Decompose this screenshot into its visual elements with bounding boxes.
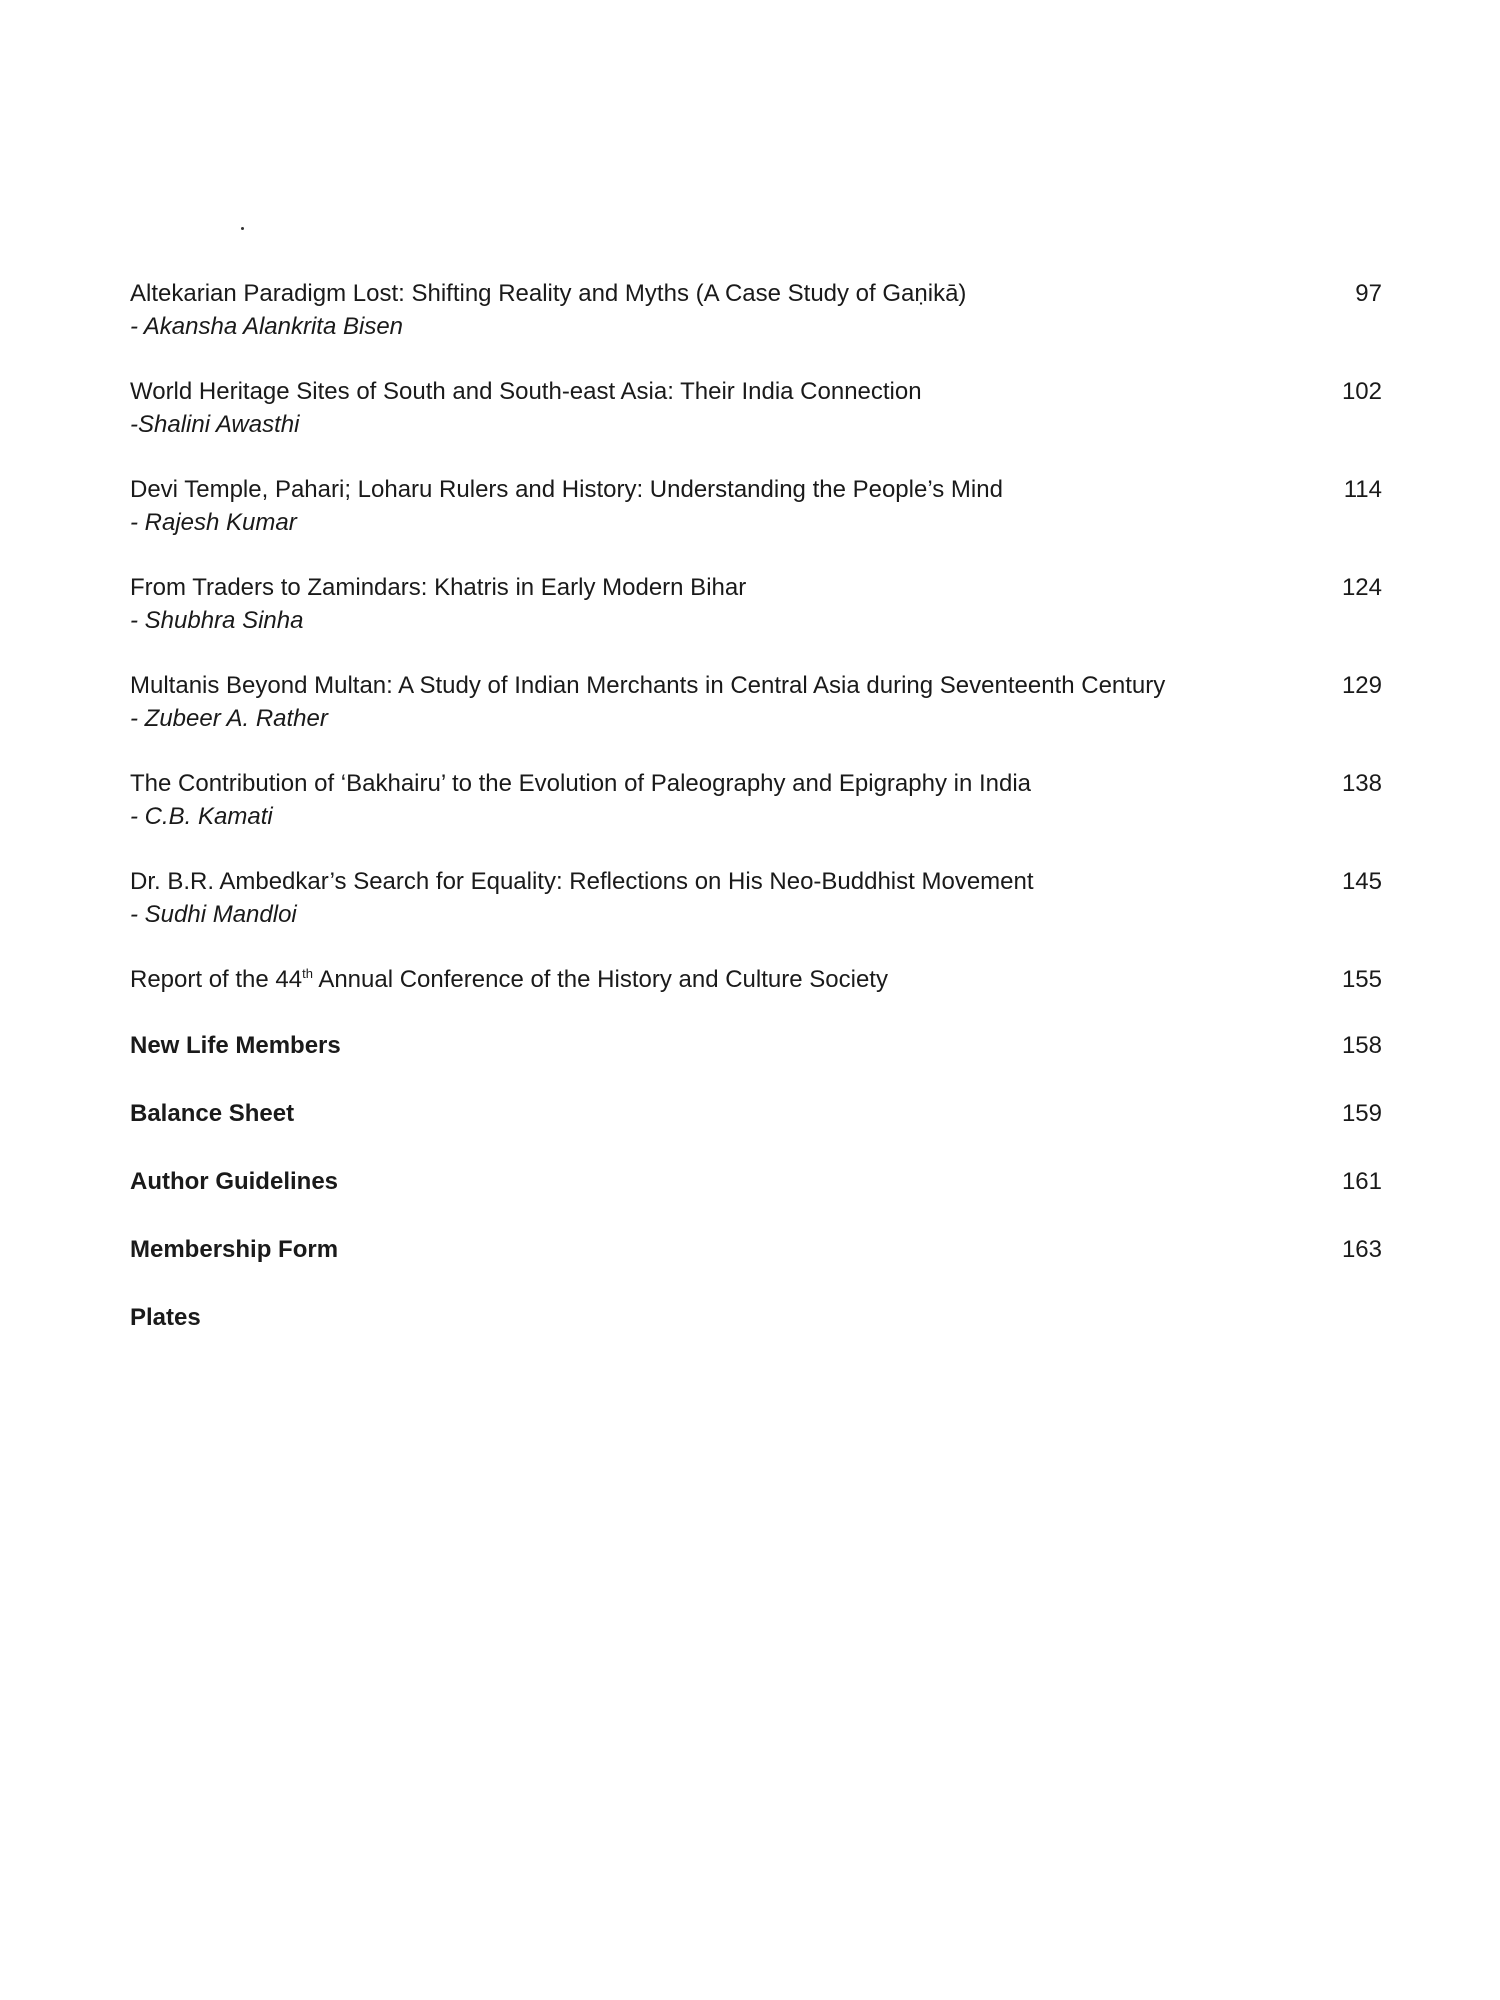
section-title: Membership Form bbox=[130, 1236, 339, 1263]
toc-entry bbox=[130, 866, 1382, 964]
entry-title: The Contribution of ‘Bakhairu’ to the Evolution of Paleography and Epigraphy in India bbox=[130, 770, 1032, 797]
entry-author: - Rajesh Kumar bbox=[130, 509, 297, 536]
entry-page-number: 97 bbox=[1355, 280, 1382, 307]
report-title-suffix: Annual Conference of the History and Culture Society bbox=[312, 966, 888, 993]
section-title: New Life Members bbox=[130, 1032, 341, 1059]
entry-page-number: 124 bbox=[1341, 574, 1382, 601]
entry-page-number: 114 bbox=[1343, 476, 1382, 503]
entry-title: Altekarian Paradigm Lost: Shifting Reality and Myths (A Case Study of Gaṇikā) bbox=[130, 280, 967, 307]
entry-title: Dr. B.R. Ambedkar’s Search for Equality: Reflections on His Neo-Buddhist Movement bbox=[130, 868, 1034, 895]
entry-title: From Traders to Zamindars: Khatris in Early Modern Bihar bbox=[130, 574, 747, 601]
toc-entry bbox=[130, 474, 1382, 572]
entry-page-number: 155 bbox=[1341, 966, 1382, 993]
report-title-prefix: Report of the 44 bbox=[130, 966, 303, 993]
toc-entry bbox=[130, 572, 1382, 670]
toc-entry bbox=[130, 670, 1382, 768]
section-title: Balance Sheet bbox=[130, 1100, 295, 1127]
entry-title: World Heritage Sites of South and South-east Asia: Their India Connection bbox=[130, 378, 922, 405]
toc-section bbox=[130, 1234, 1382, 1302]
entry-author: -Shalini Awasthi bbox=[130, 411, 300, 438]
entry-author: - Shubhra Sinha bbox=[130, 607, 304, 634]
toc-section bbox=[130, 1302, 1382, 1370]
section-page-number: 158 bbox=[1341, 1032, 1382, 1059]
entry-page-number: 129 bbox=[1341, 672, 1382, 699]
report-title bbox=[130, 964, 1382, 996]
scan-speck bbox=[241, 227, 244, 230]
toc-entry bbox=[130, 278, 1382, 376]
toc-section bbox=[130, 1166, 1382, 1234]
section-title: Author Guidelines bbox=[130, 1168, 339, 1195]
entry-author: - C.B. Kamati bbox=[130, 803, 273, 830]
report-title-ordinal: th bbox=[302, 966, 313, 981]
section-page-number: 159 bbox=[1341, 1100, 1382, 1127]
section-page-number: 161 bbox=[1341, 1168, 1382, 1195]
entry-title: Devi Temple, Pahari; Loharu Rulers and History: Understanding the People’s Mind bbox=[130, 476, 1003, 503]
section-title: Plates bbox=[130, 1304, 201, 1331]
entry-page-number: 145 bbox=[1341, 868, 1382, 895]
toc-entry bbox=[130, 376, 1382, 474]
toc-entry bbox=[130, 768, 1382, 866]
entry-author: - Sudhi Mandloi bbox=[130, 901, 297, 928]
toc-section bbox=[130, 1098, 1382, 1166]
entry-page-number: 138 bbox=[1341, 770, 1382, 797]
entry-author: - Zubeer A. Rather bbox=[130, 705, 328, 732]
entry-author: - Akansha Alankrita Bisen bbox=[130, 313, 404, 340]
toc-entry-report bbox=[130, 964, 1382, 1030]
toc-section bbox=[130, 1030, 1382, 1098]
entry-page-number: 102 bbox=[1341, 378, 1382, 405]
entry-title: Multanis Beyond Multan: A Study of Indian Merchants in Central Asia during Seventeenth Century bbox=[130, 672, 1166, 699]
table-of-contents bbox=[130, 278, 1382, 1370]
section-page-number: 163 bbox=[1341, 1236, 1382, 1263]
